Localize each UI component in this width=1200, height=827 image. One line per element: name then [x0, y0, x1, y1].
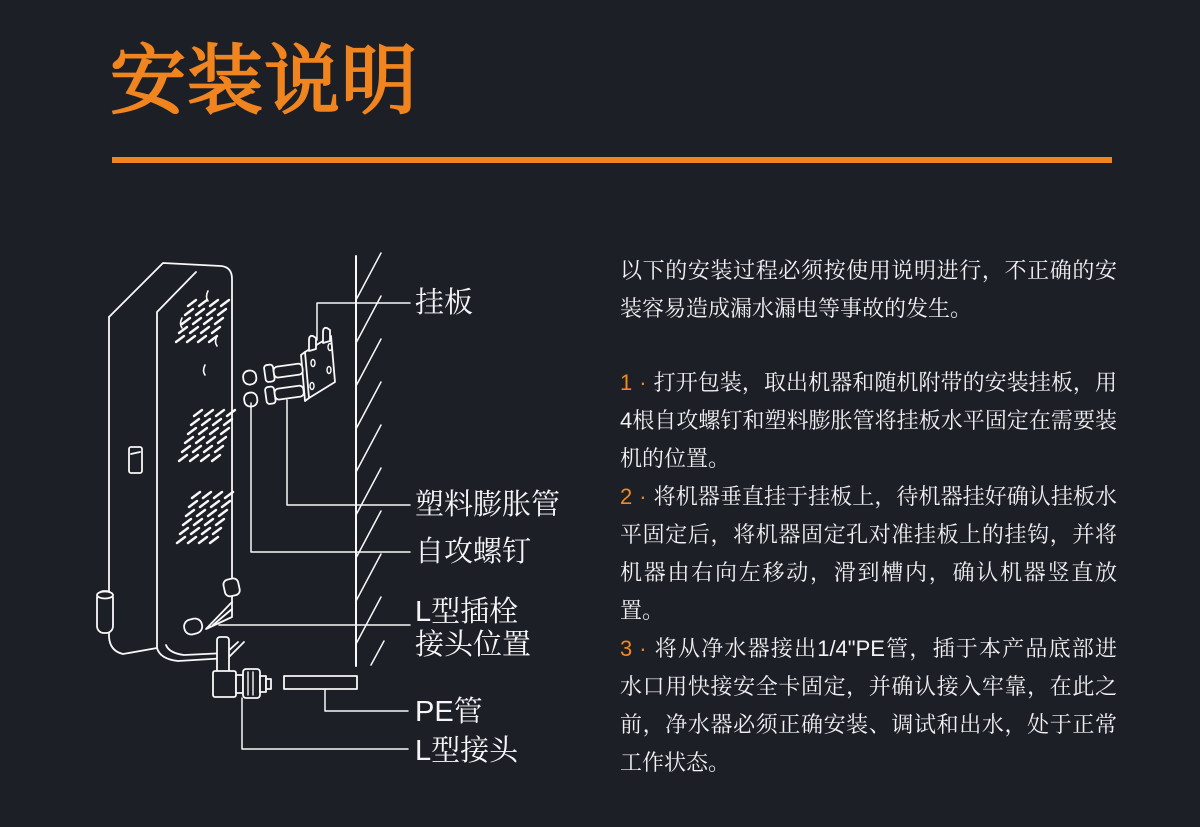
- leader-expansion-tube: [287, 400, 410, 505]
- label-plastic-expansion-tube: 塑料膨胀管: [415, 489, 561, 521]
- l-connector-fitting: [213, 637, 271, 698]
- label-l-bolt-line1: L型插栓: [415, 596, 519, 628]
- label-l-connector: L型接头: [415, 735, 519, 767]
- wall-hatching: [356, 253, 384, 665]
- step-number: 3: [620, 636, 633, 661]
- instructions-column: [620, 252, 1117, 782]
- bottom-bracket: [157, 578, 244, 661]
- device-foot-cylinder: [97, 591, 113, 633]
- step-text: 将从净水器接出1/4"PE管，插于本产品底部进水口用快接安全卡固定，并确认接入牢靠，在此之前，净水器必须正确安装、调试和出水，处于正常工作状态。: [620, 636, 1117, 775]
- label-l-bolt-line2: 接头位置: [415, 629, 532, 661]
- leader-pe-pipe: [325, 690, 408, 711]
- step-separator: ·: [639, 484, 647, 509]
- step-text: 将机器垂直挂于挂板上，待机器挂好确认挂板水平固定后，将机器固定孔对准挂板上的挂钩，并将机器由右向左移动，滑到槽内，确认机器竖直放置。: [620, 484, 1117, 623]
- step-number: 2: [620, 484, 633, 509]
- page-title: 安装说明: [110, 39, 418, 124]
- label-self-tapping-screw: 自攻螺钉: [415, 536, 532, 568]
- step-number: 1: [620, 370, 633, 395]
- label-pe-pipe: PE管: [415, 696, 483, 728]
- leader-hanging-plate: [317, 303, 410, 340]
- pe-pipe-part: [284, 676, 357, 689]
- label-l-bolt-connector: [415, 596, 531, 662]
- mounting-plate: [301, 328, 335, 401]
- label-hanging-plate: 挂板: [415, 287, 474, 319]
- upper-port: [222, 578, 240, 598]
- step-text: 打开包装，取出机器和随机附带的安装挂板，用4根自攻螺钉和塑料膨胀管将挂板水平固定在需要装机的位置。: [620, 370, 1117, 471]
- instruction-step-2: [620, 478, 1117, 630]
- screws-and-anchors: [242, 360, 305, 407]
- leader-screw: [251, 403, 410, 552]
- instructions-intro: 以下的安装过程必须按使用说明进行，不正确的安装容易造成漏水漏电等事故的发生。: [620, 258, 1117, 321]
- instruction-step-1: [620, 364, 1117, 478]
- device-side-switch: [129, 447, 142, 473]
- step-separator: ·: [639, 370, 647, 395]
- vent-slots: [176, 291, 235, 543]
- step-separator: ·: [639, 636, 647, 661]
- title-underline: [112, 157, 1112, 163]
- lower-port: [182, 617, 203, 636]
- instruction-step-3: [620, 630, 1117, 782]
